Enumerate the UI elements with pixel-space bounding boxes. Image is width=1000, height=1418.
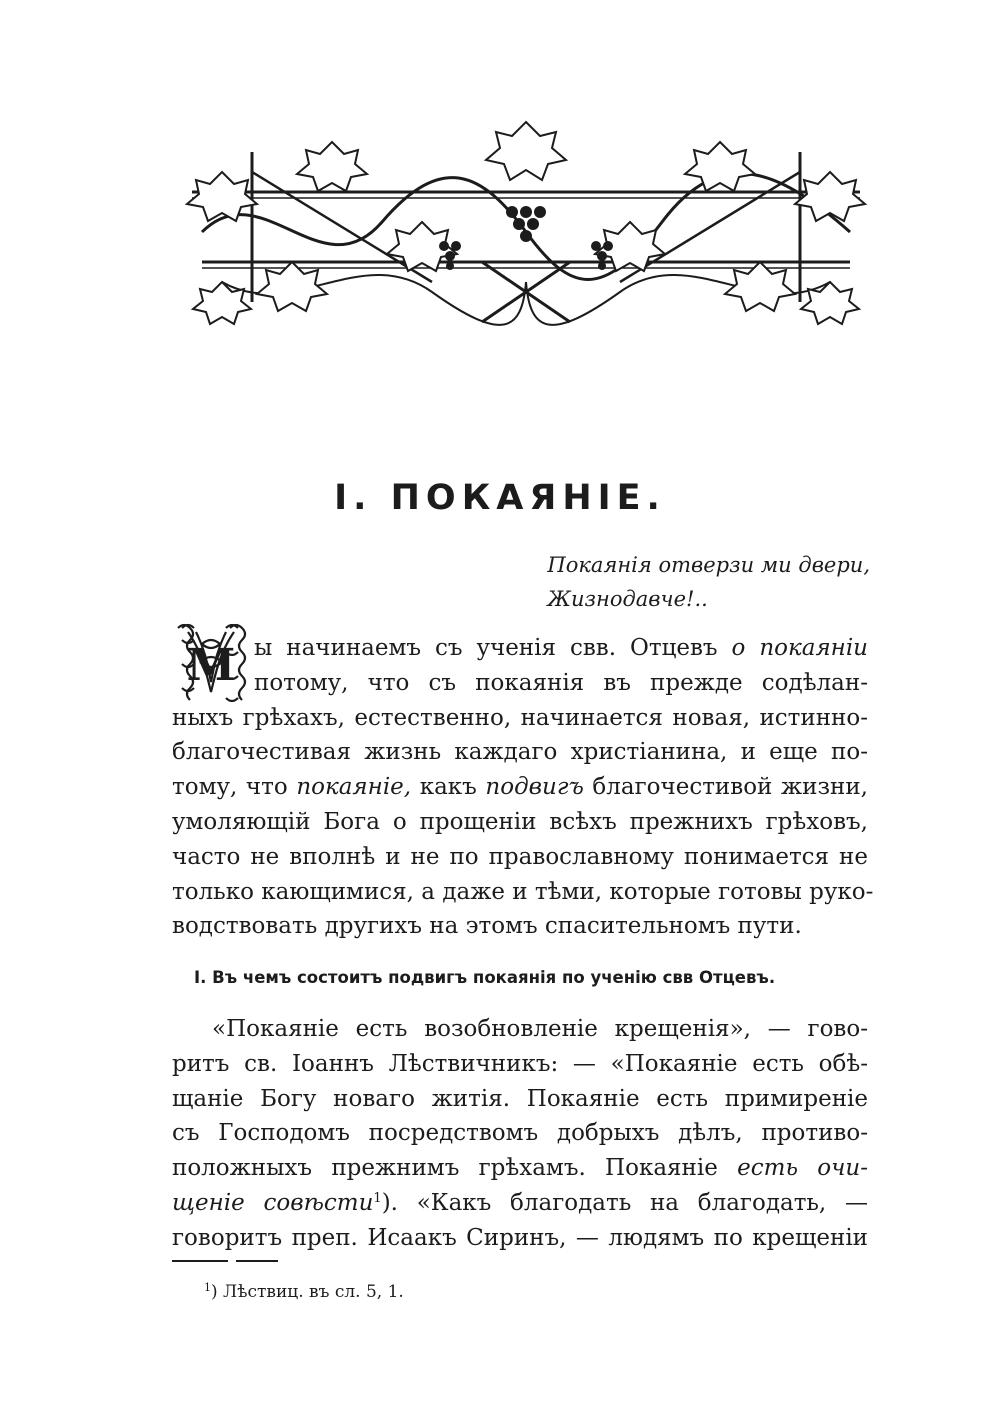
section-heading: I. Въ чемъ состоитъ подвигъ покаянія по ученію свв Отцевъ. [194, 968, 776, 987]
text-line [172, 875, 874, 910]
text-run: благочестивой жизни, [583, 774, 868, 801]
text-run: потому, что съ покаянія въ прежде содѣлан- [254, 669, 868, 696]
footnote-rule [236, 1260, 278, 1262]
text-line [172, 701, 868, 736]
text-run: какъ [411, 774, 486, 801]
text-line [172, 1186, 868, 1221]
text-line [172, 770, 868, 805]
text-run: ). «Какъ благодать на благодать, — [381, 1189, 868, 1216]
text-line [172, 735, 868, 770]
text-run: ритъ св. Іоаннъ Лѣствичникъ: — «Покаяніе есть обѣ- [172, 1050, 868, 1077]
body-paragraph [172, 1012, 868, 1256]
text-run: положныхъ прежнимъ грѣхамъ. Покаяніе [172, 1155, 738, 1182]
footnote [204, 1282, 404, 1302]
text-run: часто не вполнѣ и не по православному понимается не [172, 843, 868, 870]
intro-paragraph [172, 631, 874, 944]
footnote-ref: 1 [373, 1190, 382, 1206]
text-line [172, 1082, 868, 1117]
text-run: «Покаяніе есть возобновленіе крещенія», — гово- [212, 1016, 868, 1042]
epigraph-line: Покаянія отверзи ми двери, [547, 553, 870, 577]
text-line [172, 1151, 868, 1186]
footnote-rule [172, 1260, 228, 1262]
text-line [172, 840, 868, 875]
text-run: тому, что [172, 774, 297, 801]
text-run: ы начинаемъ съ ученія свв. Отцевъ [254, 635, 732, 661]
text-line [172, 805, 868, 840]
text-run: ныхъ грѣхахъ, естественно, начинается новая, истинно- [172, 704, 868, 731]
text-run: о покаяніи [731, 635, 868, 661]
text-line [172, 631, 868, 666]
text-line [172, 1012, 868, 1047]
text-run: только кающимися, а даже и тѣми, которые готовы руко- [172, 878, 874, 905]
drop-cap-letter: М [186, 640, 236, 691]
epigraph [547, 548, 870, 616]
footnote-marker: 1 [204, 1281, 211, 1294]
grapevine-headpiece [182, 112, 870, 340]
text-line [172, 1221, 868, 1256]
text-run: говоритъ преп. Исаакъ Сиринъ, — людямъ по крещеніи [172, 1224, 868, 1251]
text-line [172, 666, 868, 701]
footnote-text: ) Лѣствиц. въ сл. 5, 1. [211, 1282, 404, 1302]
text-line [172, 1047, 868, 1082]
text-run: щеніе совѣсти [172, 1189, 374, 1216]
chapter-title: I. ПОКАЯНIE. [334, 478, 666, 518]
text-run: водствовать другихъ на этомъ спасительномъ пути. [172, 913, 802, 940]
text-line [172, 1116, 868, 1151]
epigraph-line: Жизнодавче!.. [547, 587, 708, 611]
text-run: благочестивая жизнь каждаго христіанина, и еще по- [172, 739, 868, 766]
text-run: подвигъ [485, 774, 584, 801]
text-line [172, 909, 868, 944]
text-run: умоляющій Бога о прощеніи всѣхъ прежнихъ грѣховъ, [172, 808, 868, 835]
text-run: есть очи- [737, 1155, 869, 1182]
text-run: щаніе Богу новаго житія. Покаяніе есть примиреніе [172, 1085, 868, 1112]
text-run: съ Господомъ посредствомъ добрыхъ дѣлъ, противо- [172, 1120, 868, 1147]
text-run: покаяніе, [296, 774, 412, 801]
